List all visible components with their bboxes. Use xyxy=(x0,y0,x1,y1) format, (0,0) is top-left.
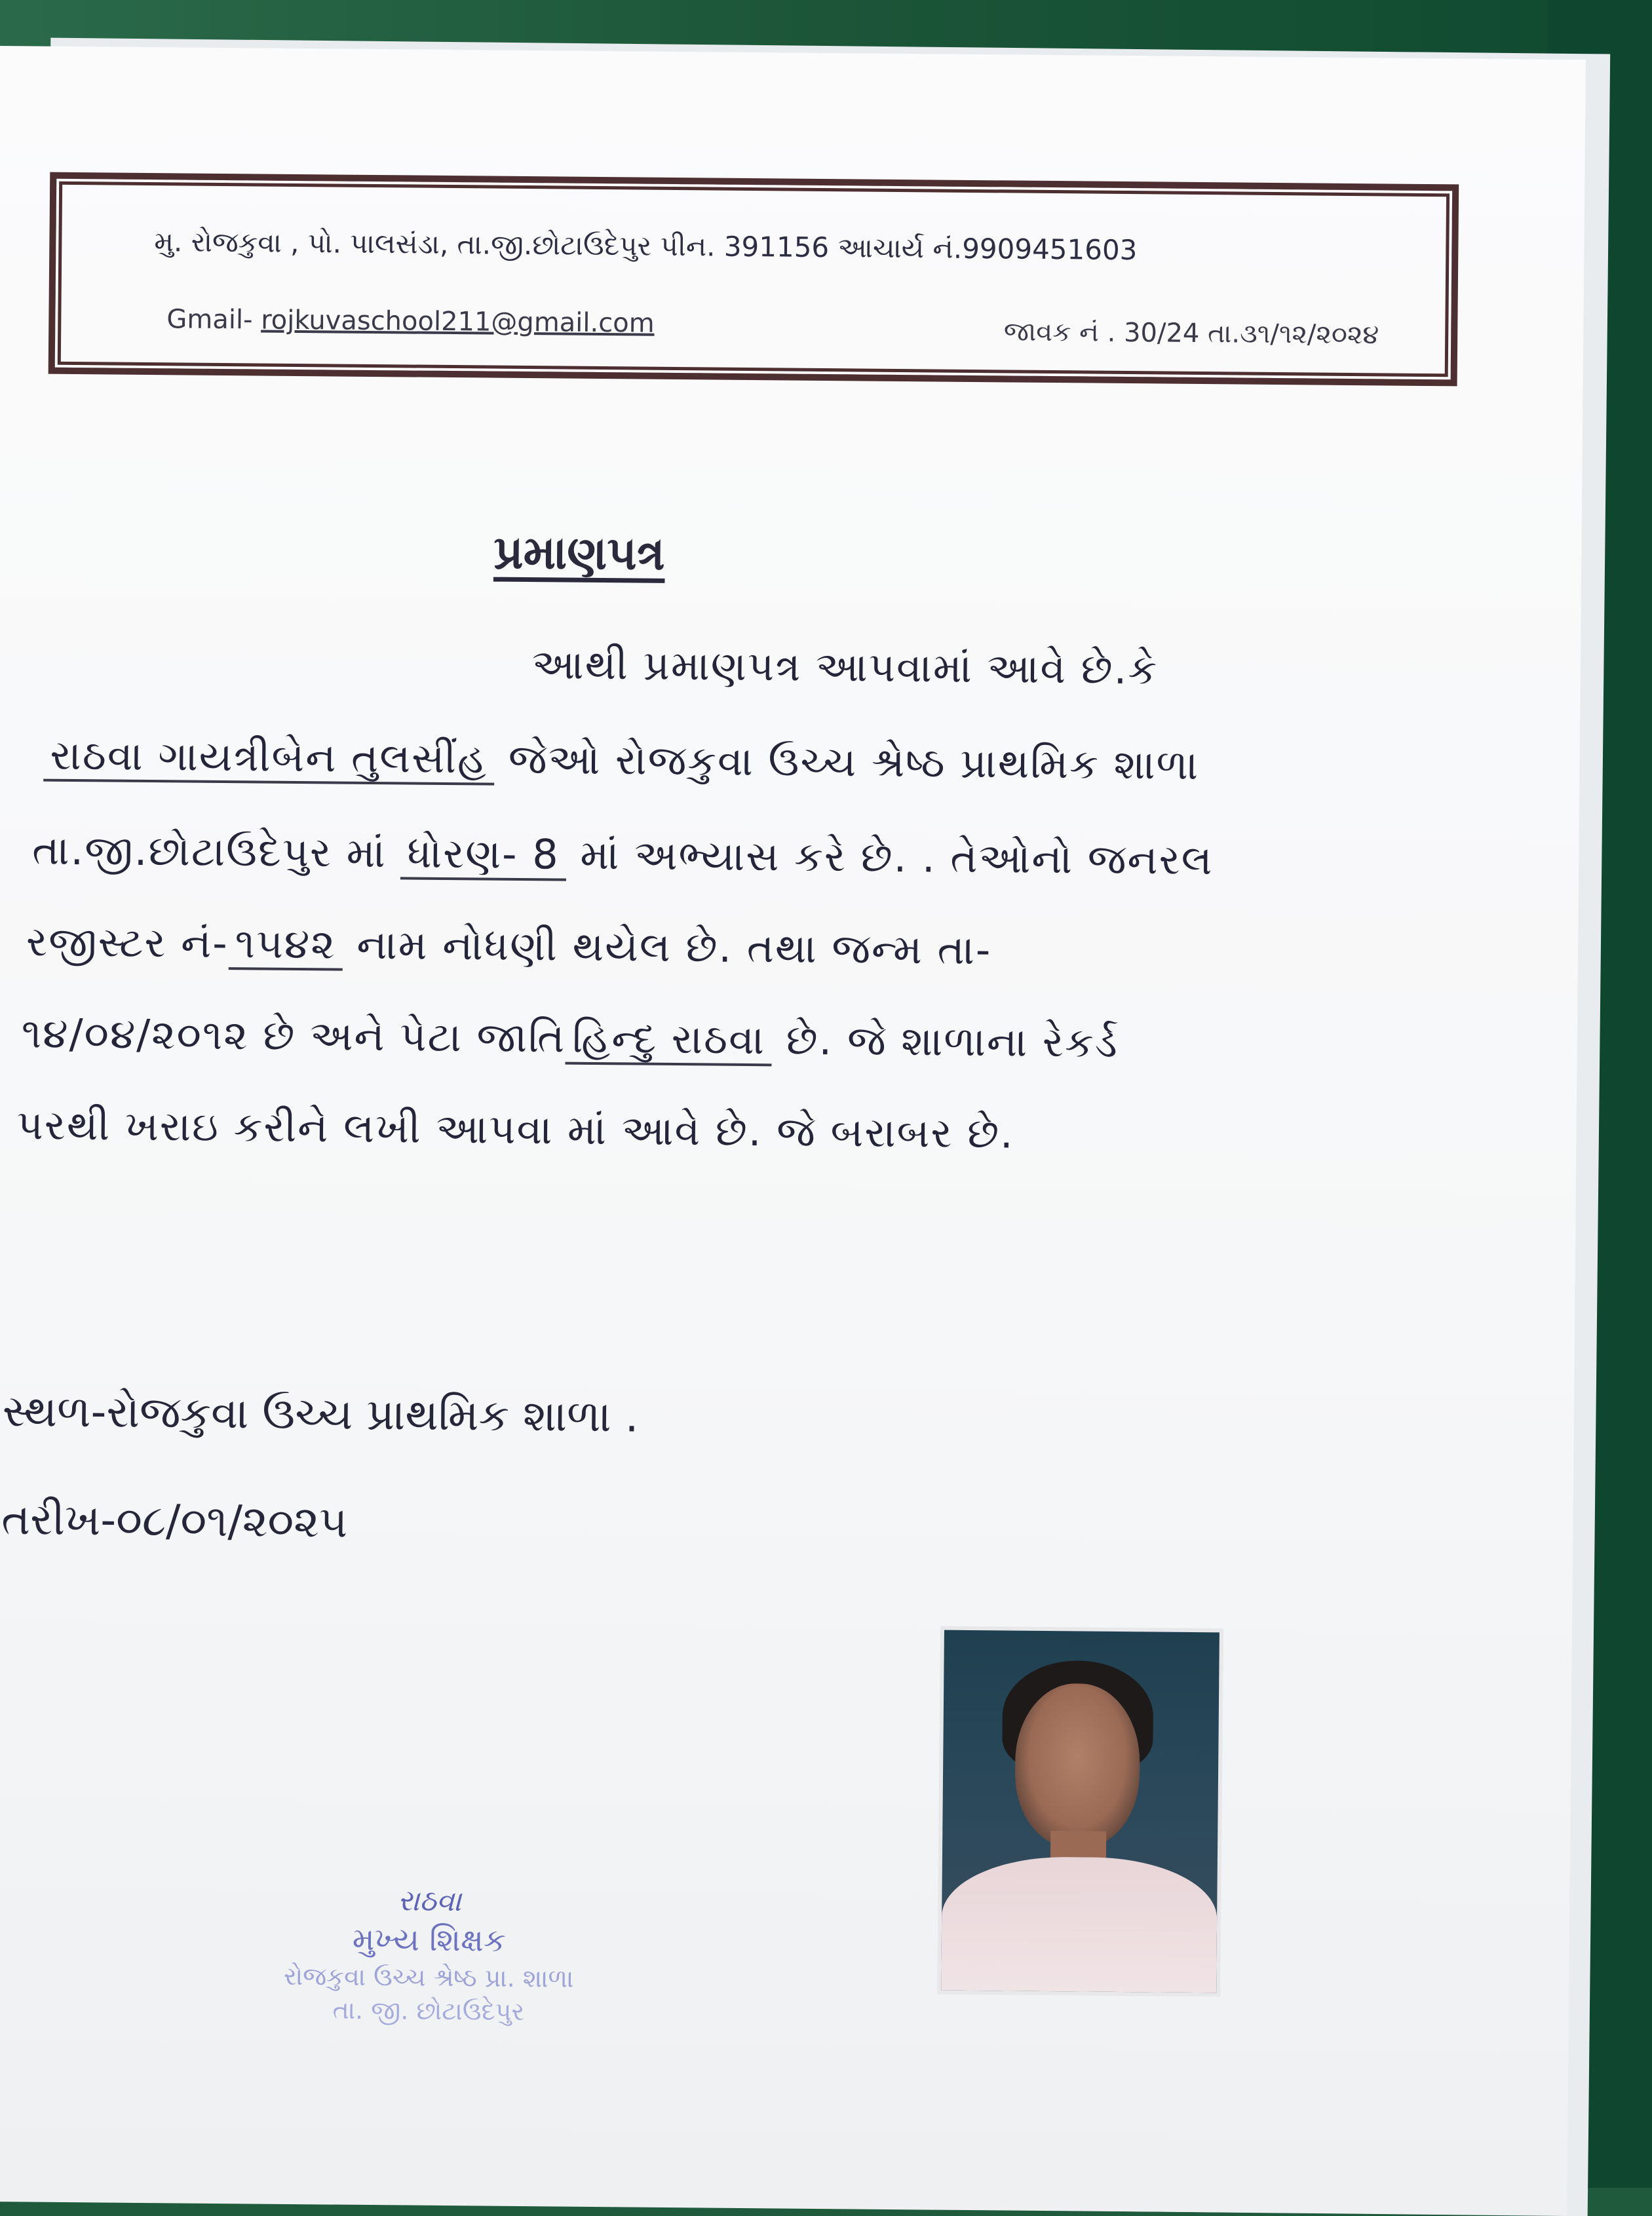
letterhead-box xyxy=(48,172,1459,387)
standard-value: ધોરણ- 8 xyxy=(400,829,566,881)
date-line: તરીખ-૦૮/૦૧/૨૦૨૫ xyxy=(1,1494,348,1548)
stamp-place: તા. જી. છોટાઉદેપુર xyxy=(332,1995,525,2027)
body-line-4-pre: રજીસ્ટર નં- xyxy=(26,917,229,968)
school-address: મુ. રોજકુવા , પો. પાલસંડા, તા.જી.છોટાઉદેપુર પીન. 391156 આચાર્ય નં.9909451603 xyxy=(154,225,1138,267)
sub-caste: હિન્દુ રાઠવા xyxy=(566,1014,772,1067)
student-photo xyxy=(941,1630,1220,1993)
body-line-2 xyxy=(43,731,1199,790)
photo-shirt xyxy=(941,1856,1218,1993)
register-number: ૧૫૪૨ xyxy=(228,919,343,971)
body-line-5 xyxy=(22,1009,1119,1067)
birth-date: ૧૪/૦૪/૨૦૧૨ xyxy=(21,1009,250,1060)
body-line-5-post: છે. જે શાળાના રેકર્ડ xyxy=(771,1016,1119,1067)
body-line-3-pre: તા.જી.છોટાઉદેપુર માં xyxy=(31,826,401,877)
headmaster-stamp xyxy=(199,1882,659,2028)
photo-face xyxy=(1014,1683,1140,1848)
body-line-5-mid: છે અને પેટા જાતિ xyxy=(248,1011,566,1062)
signature: રાઠવા xyxy=(397,1884,462,1919)
student-name: રાઠવા ગાયત્રીબેન તુલસીંહ xyxy=(43,731,494,786)
body-line-4-post: નામ નોધણી થયેલ છે. તથા જન્મ તા- xyxy=(342,920,992,974)
email-line xyxy=(166,304,655,338)
body-line-6: પરથી ખરાઇ કરીને લખી આપવા માં આવે છે. જે બરાબર છે. xyxy=(16,1101,1015,1158)
outward-number: જાવક નં . 30/24 તા.૩૧/૧૨/૨૦૨૪ xyxy=(1003,316,1379,351)
email-link[interactable]: rojkuvaschool211@gmail.com xyxy=(261,305,655,339)
email-label: Gmail- xyxy=(166,304,261,335)
stamp-school: રોજકુવા ઉચ્ચ શ્રેષ્ઠ પ્રા. શાળા xyxy=(283,1961,574,1993)
place-line: સ્થળ-રોજકુવા ઉચ્ચ પ્રાથમિક શાળા . xyxy=(2,1386,640,1442)
certificate-page xyxy=(0,46,1586,2215)
stamp-title: મુખ્ય શિક્ષક xyxy=(352,1920,507,1959)
body-line-4 xyxy=(26,917,992,974)
body-line-3 xyxy=(32,826,1214,885)
body-line-2-rest: જેઓ રોજકુવા ઉચ્ચ શ્રેષ્ઠ પ્રાથમિક શાળા xyxy=(493,735,1200,790)
body-line-3-post: માં અભ્યાસ કરે છે. . તેઓનો જનરલ xyxy=(566,830,1214,885)
certificate-title: પ્રમાણપત્ર xyxy=(493,525,666,581)
body-line-1: આથી પ્રમાણપત્ર આપવામાં આવે છે.કે xyxy=(531,640,1159,694)
